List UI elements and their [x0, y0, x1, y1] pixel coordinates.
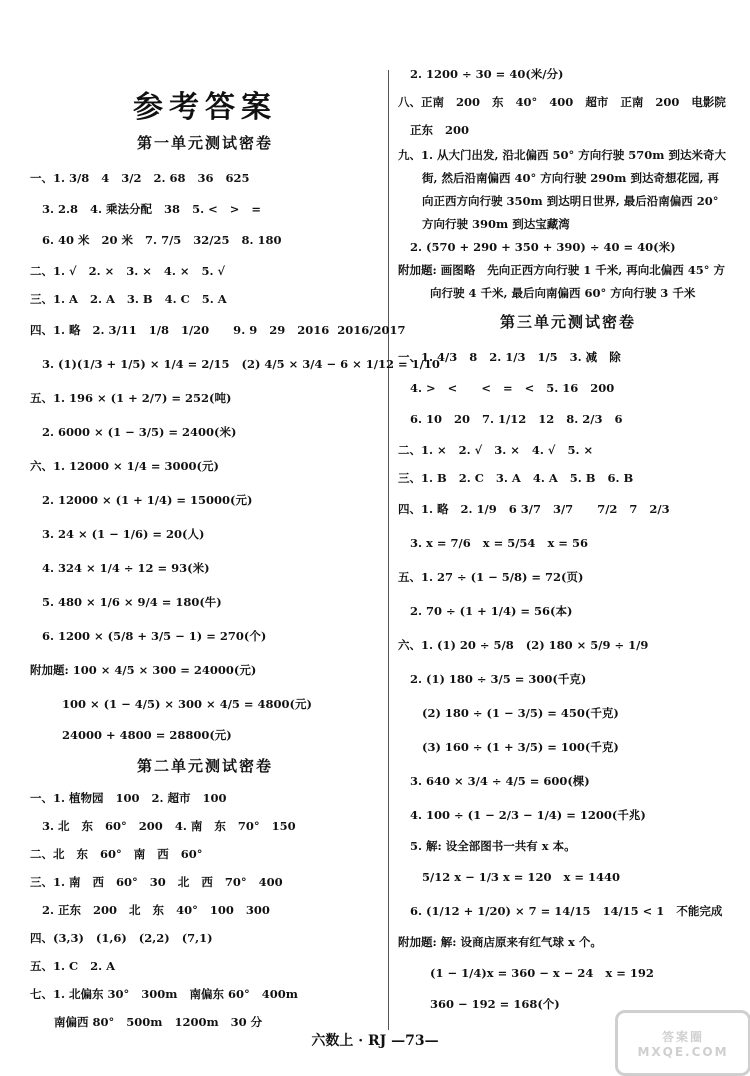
right-column	[398, 60, 738, 1018]
answer-line: 6. 10 20 7. 1/12 12 8. 2/3 6	[398, 412, 623, 426]
answer-line: 5. 解: 设全部图书一共有 x 本。	[398, 839, 576, 853]
left-column	[30, 60, 440, 1036]
answer-line: 五、1. C 2. A	[30, 959, 116, 973]
answer-line: 二、北 东 60° 南 西 60°	[30, 847, 203, 861]
answer-line: 4. 324 × 1/4 ÷ 12 = 93(米)	[30, 561, 210, 575]
section-heading-unit1: 第一单元测试密卷	[136, 134, 273, 152]
unit3-answers	[398, 340, 738, 1018]
answer-line: 3. 2.8 4. 乘法分配 38 5. < > =	[30, 202, 262, 216]
answer-line: 方向行驶 390m 到达宝藏湾	[398, 217, 570, 231]
unit2-answers	[30, 784, 380, 1036]
answer-line: 4. > < < = < 5. 16 200	[398, 381, 615, 395]
answer-line: 向行驶 4 千米, 最后向南偏西 60° 方向行驶 3 千米	[398, 286, 696, 300]
answer-line: 3. x = 7/6 x = 5/54 x = 56	[398, 536, 588, 550]
column-divider	[388, 70, 389, 1030]
answer-line: 5/12 x − 1/3 x = 120 x = 1440	[398, 870, 620, 884]
answer-line: 4. 100 ÷ (1 − 2/3 − 1/4) = 1200(千兆)	[398, 808, 646, 822]
page-title: 参考答案	[133, 90, 277, 125]
answer-line: 六、1. (1) 20 ÷ 5/8 (2) 180 × 5/9 ÷ 1/9	[398, 638, 649, 652]
unit1-answers	[30, 161, 440, 749]
answer-line: 五、1. 27 ÷ (1 − 5/8) = 72(页)	[398, 570, 584, 584]
answer-line: 2. 70 ÷ (1 + 1/4) = 56(本)	[398, 604, 573, 618]
answer-line: 三、1. 南 西 60° 30 北 西 70° 400	[30, 875, 283, 889]
answer-line: 2. 12000 × (1 + 1/4) = 15000(元)	[30, 493, 253, 507]
answer-line: 向正西方向行驶 350m 到达明日世界, 最后沿南偏西 20°	[398, 194, 719, 208]
answer-line: 四、(3,3) (1,6) (2,2) (7,1)	[30, 931, 213, 945]
answer-line: 六、1. 12000 × 1/4 = 3000(元)	[30, 459, 219, 473]
answer-line: 6. 1200 × (5/8 + 3/5 − 1) = 270(个)	[30, 629, 267, 643]
unit2-answers-continued	[398, 60, 738, 305]
page-footer: 六数上 · RJ —73—	[311, 1033, 439, 1049]
answer-line: 八、正南 200 东 40° 400 超市 正南 200 电影院	[398, 95, 726, 109]
answer-line: 附加题: 画图略 先向正西方向行驶 1 千米, 再向北偏西 45° 方	[398, 263, 726, 277]
answer-line: (3) 160 ÷ (1 + 3/5) = 100(千克)	[398, 740, 619, 754]
answer-line: 3. 北 东 60° 200 4. 南 东 70° 150	[30, 819, 296, 833]
answer-line: 24000 + 4800 = 28800(元)	[30, 728, 232, 742]
answer-line: 2. 6000 × (1 − 3/5) = 2400(米)	[30, 425, 237, 439]
answer-line: 2. (1) 180 ÷ 3/5 = 300(千克)	[398, 672, 587, 686]
answer-line: 360 − 192 = 168(个)	[398, 997, 560, 1011]
answer-line: 九、1. 从大门出发, 沿北偏西 50° 方向行驶 570m 到达米奇大	[398, 148, 726, 162]
answer-line: 3. 24 × (1 − 1/6) = 20(人)	[30, 527, 205, 541]
answer-line: 二、1. × 2. √ 3. × 4. √ 5. ×	[398, 443, 594, 457]
answer-line: 附加题: 解: 设商店原来有红气球 x 个。	[398, 935, 602, 949]
answer-line: (2) 180 ÷ (1 − 3/5) = 450(千克)	[398, 706, 619, 720]
answer-line: 一、1. 植物园 100 2. 超市 100	[30, 791, 227, 805]
section-heading-unit3: 第三单元测试密卷	[499, 313, 636, 331]
answer-line: 100 × (1 − 4/5) × 300 × 4/5 = 4800(元)	[30, 697, 312, 711]
answer-line: 6. (1/12 + 1/20) × 7 = 14/15 14/15 < 1 不能完成	[398, 904, 723, 918]
answer-line: 南偏西 80° 500m 1200m 30 分	[30, 1015, 263, 1029]
answer-line: 七、1. 北偏东 30° 300m 南偏东 60° 400m	[30, 987, 298, 1001]
answer-line: 三、1. B 2. C 3. A 4. A 5. B 6. B	[398, 471, 634, 485]
answer-line: 附加题: 100 × 4/5 × 300 = 24000(元)	[30, 663, 257, 677]
answer-line: 2. 正东 200 北 东 40° 100 300	[30, 903, 270, 917]
answer-line: 正东 200	[398, 123, 470, 137]
answer-line: 一、1. 3/8 4 3/2 2. 68 36 625	[30, 171, 250, 185]
answer-line: 四、1. 略 2. 1/9 6 3/7 3/7 7/2 7 2/3	[398, 502, 670, 516]
answer-line: (1 − 1/4)x = 360 − x − 24 x = 192	[398, 966, 654, 980]
answer-line: 3. 640 × 3/4 ÷ 4/5 = 600(棵)	[398, 774, 590, 788]
answer-line: 四、1. 略 2. 3/11 1/8 1/20 9. 9 29 2016 2016/2017	[30, 323, 406, 337]
answer-line: 二、1. √ 2. × 3. × 4. × 5. √	[30, 264, 226, 278]
answer-line: 6. 40 米 20 米 7. 7/5 32/25 8. 180	[30, 233, 282, 247]
answer-line: 2. 1200 ÷ 30 = 40(米/分)	[398, 67, 564, 81]
answer-line: 5. 480 × 1/6 × 9/4 = 180(牛)	[30, 595, 222, 609]
answer-line: 一、1. 4/3 8 2. 1/3 1/5 3. 减 除	[398, 350, 621, 364]
answer-line: 五、1. 196 × (1 + 2/7) = 252(吨)	[30, 391, 232, 405]
answer-line: 3. (1)(1/3 + 1/5) × 1/4 = 2/15 (2) 4/5 × 3/4 − 6 × 1/12 = 1/10	[30, 357, 440, 371]
answer-line: 三、1. A 2. A 3. B 4. C 5. A	[30, 292, 227, 306]
section-heading-unit2: 第二单元测试密卷	[136, 757, 273, 775]
answer-line: 街, 然后沿南偏西 40° 方向行驶 290m 到达奇想花园, 再	[398, 171, 719, 185]
watermark-logo: 答案圈 MXQE.COM	[615, 1010, 750, 1076]
answer-line: 2. (570 + 290 + 350 + 390) ÷ 40 = 40(米)	[398, 240, 676, 254]
